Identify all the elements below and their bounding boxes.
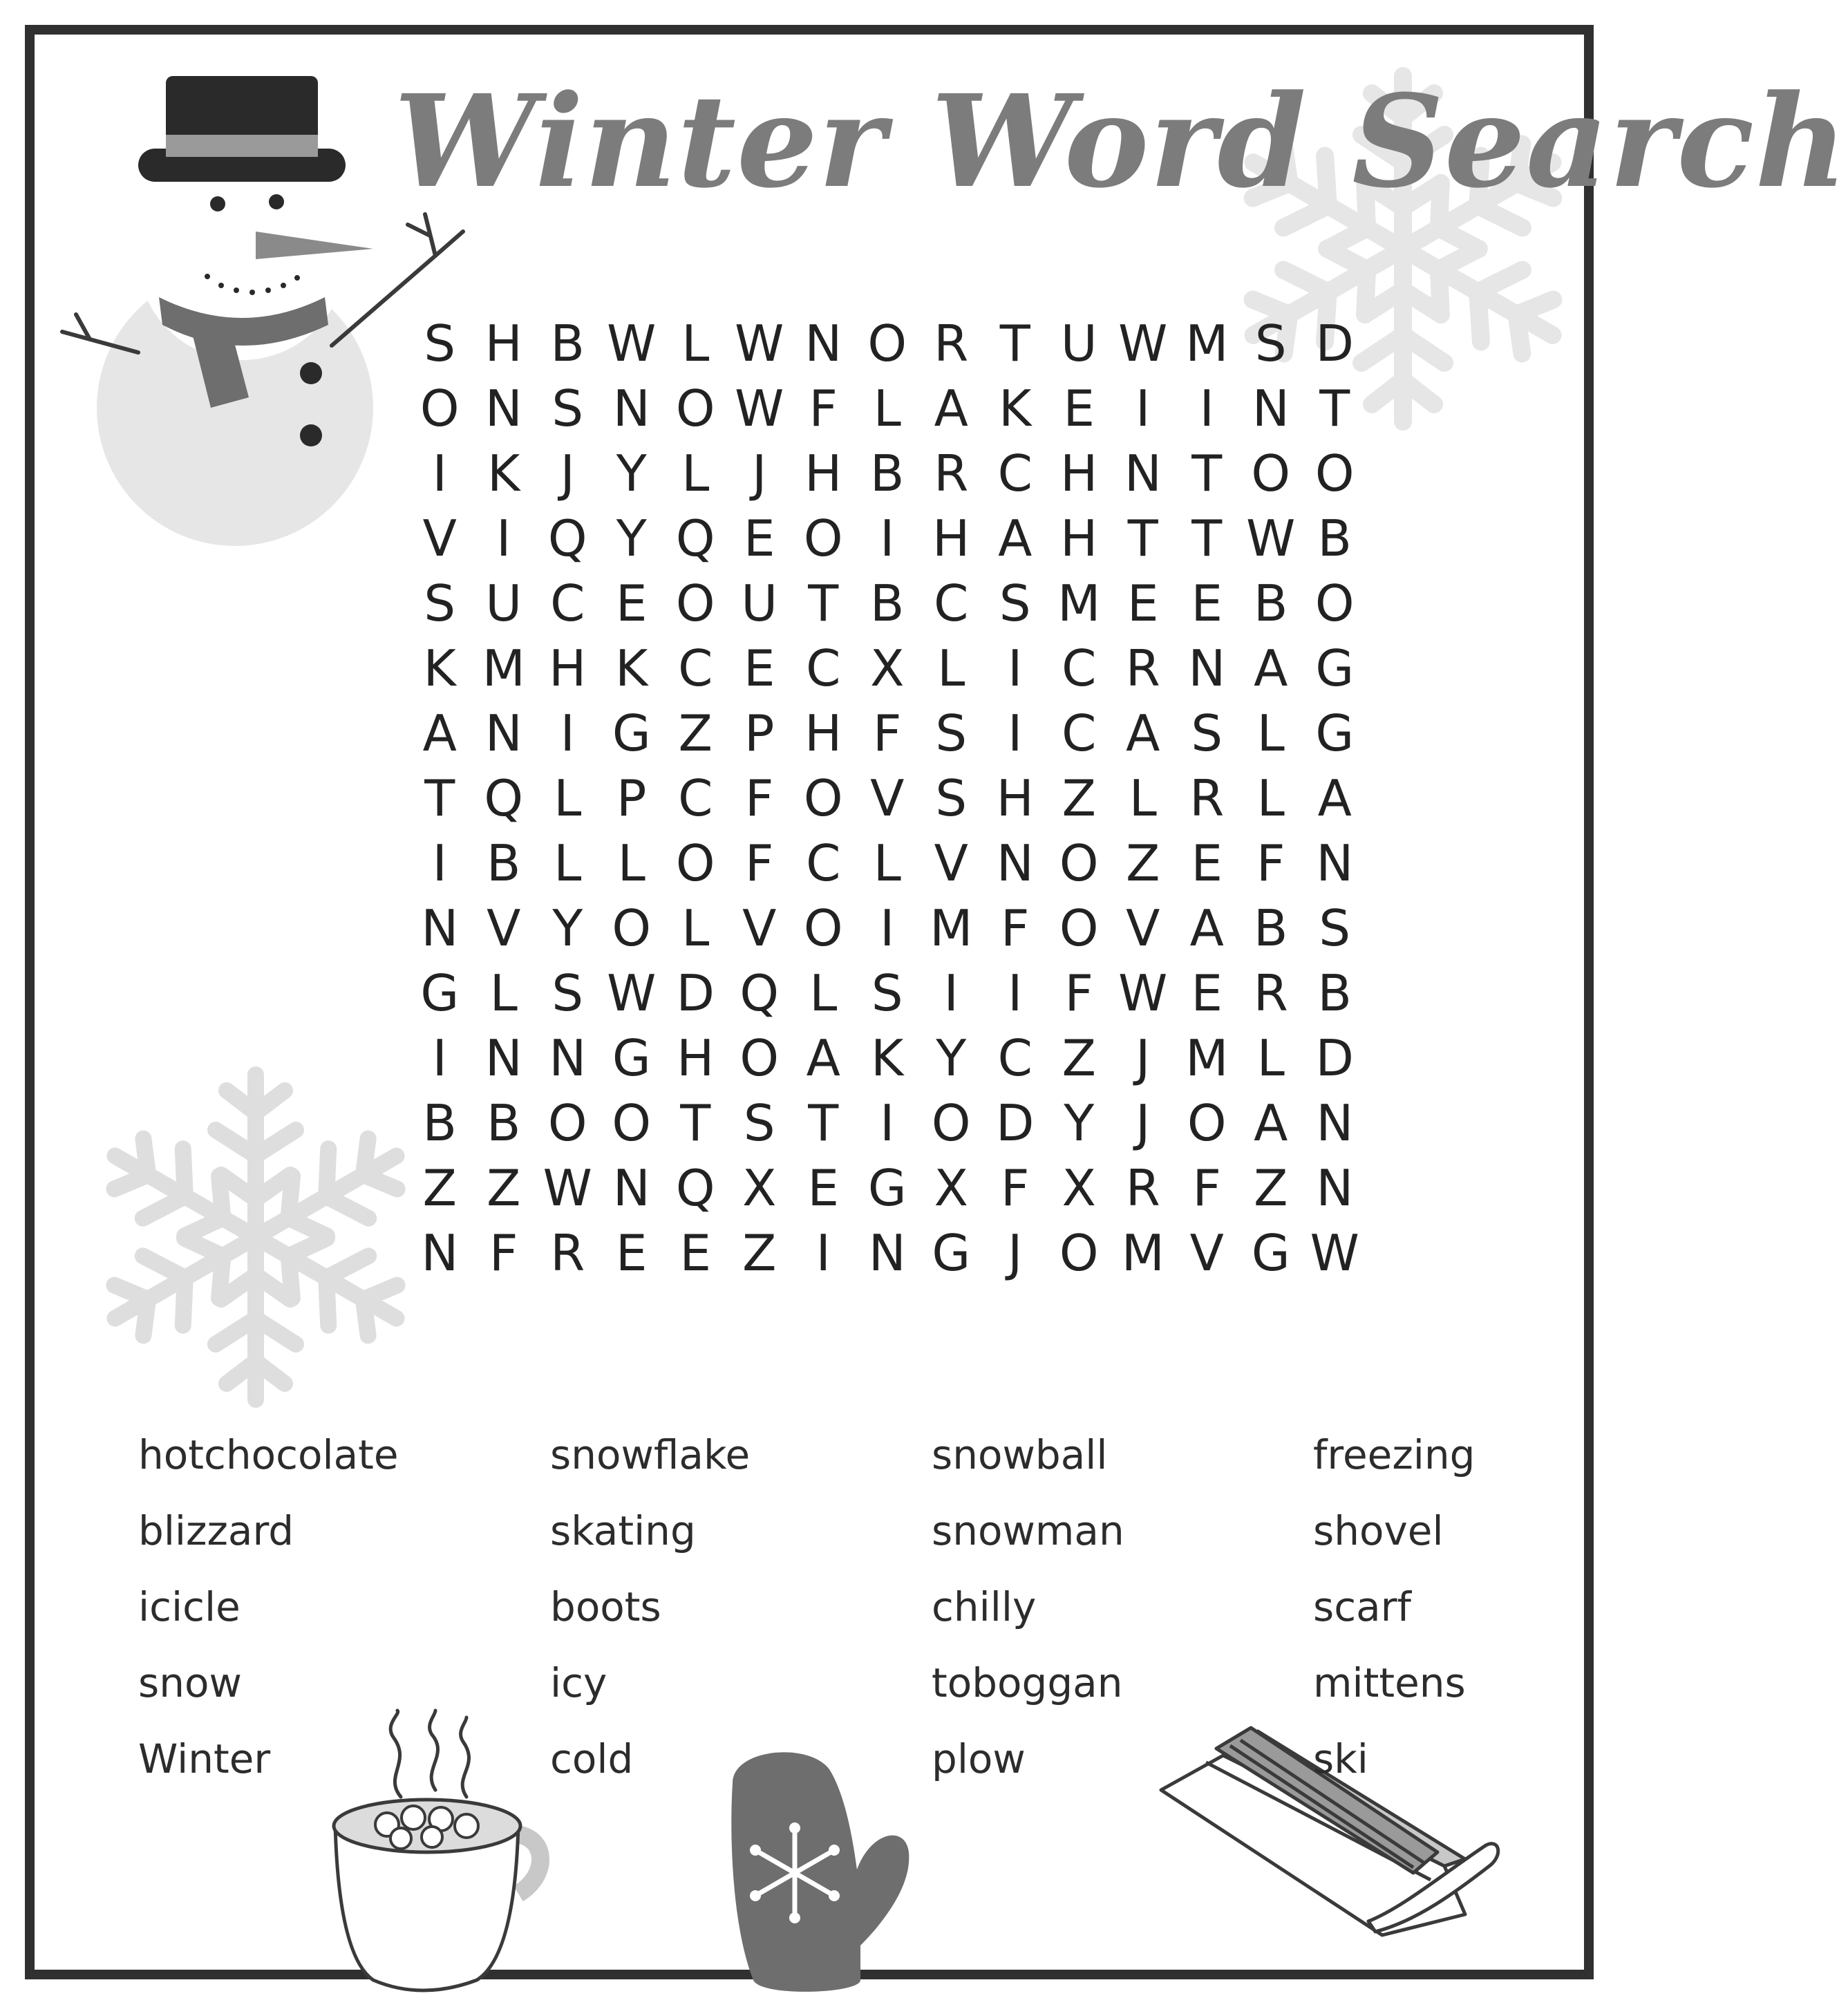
- grid-letter: A: [934, 379, 968, 437]
- grid-letter: N: [612, 379, 650, 437]
- word-list-item: boots: [550, 1583, 661, 1630]
- grid-letter: B: [1317, 964, 1352, 1022]
- grid-letter: N: [1124, 444, 1162, 502]
- grid-letter: B: [487, 834, 521, 892]
- grid-letter: T: [424, 769, 455, 827]
- grid-letter: Z: [678, 704, 713, 762]
- word-list-item: chilly: [932, 1583, 1037, 1630]
- grid-letter: M: [1185, 314, 1229, 373]
- grid-letter: S: [935, 704, 968, 762]
- grid-letter: B: [550, 314, 585, 373]
- grid-letter: G: [867, 1159, 907, 1217]
- grid-letter: Z: [1254, 1159, 1288, 1217]
- grid-letter: F: [873, 704, 902, 762]
- grid-letter: S: [1191, 704, 1223, 762]
- grid-letter: A: [1254, 1094, 1288, 1152]
- grid-letter: I: [1199, 379, 1214, 437]
- grid-letter: J: [1008, 1224, 1023, 1282]
- grid-letter: G: [932, 1224, 971, 1282]
- grid-letter: K: [423, 639, 456, 697]
- word-list-item: mittens: [1313, 1659, 1466, 1706]
- grid-letter: V: [870, 769, 905, 827]
- grid-letter: S: [871, 964, 903, 1022]
- grid-letter: F: [745, 834, 774, 892]
- grid-letter: V: [1126, 899, 1160, 957]
- grid-letter: W: [735, 379, 784, 437]
- grid-letter: C: [997, 1029, 1033, 1087]
- grid-letter: S: [424, 314, 456, 373]
- grid-letter: N: [421, 1224, 459, 1282]
- grid-letter: E: [1191, 834, 1223, 892]
- grid-letter: E: [616, 1224, 648, 1282]
- grid-letter: E: [1191, 964, 1223, 1022]
- grid-letter: F: [1001, 899, 1030, 957]
- grid-letter: Y: [616, 444, 647, 502]
- grid-letter: S: [1319, 899, 1351, 957]
- grid-letter: I: [1008, 639, 1023, 697]
- snowflake-icon: [76, 1057, 435, 1417]
- grid-letter: O: [803, 899, 843, 957]
- word-list-item: plow: [932, 1735, 1026, 1782]
- word-list-item: cold: [550, 1735, 634, 1782]
- grid-letter: L: [1256, 1029, 1285, 1087]
- word-list-item: freezing: [1313, 1431, 1475, 1478]
- grid-letter: O: [1314, 574, 1355, 632]
- grid-letter: L: [873, 379, 901, 437]
- grid-letter: O: [1251, 444, 1291, 502]
- grid-letter: S: [551, 379, 584, 437]
- grid-letter: T: [1191, 444, 1223, 502]
- grid-letter: N: [484, 379, 522, 437]
- grid-letter: J: [560, 444, 575, 502]
- grid-letter: H: [804, 444, 842, 502]
- grid-letter: C: [1062, 704, 1097, 762]
- grid-letter: L: [681, 899, 710, 957]
- grid-letter: O: [1059, 834, 1099, 892]
- grid-letter: M: [930, 899, 973, 957]
- grid-letter: Z: [487, 1159, 521, 1217]
- grid-letter: D: [996, 1094, 1035, 1152]
- grid-letter: O: [612, 899, 652, 957]
- grid-letter: V: [742, 899, 777, 957]
- word-column: [1313, 1417, 1475, 1797]
- grid-letter: L: [873, 834, 901, 892]
- grid-letter: A: [806, 1029, 840, 1087]
- grid-letter: Q: [675, 1159, 715, 1217]
- grid-letter: K: [999, 379, 1032, 437]
- grid-letter: S: [551, 964, 584, 1022]
- grid-letter: I: [1135, 379, 1151, 437]
- grid-letter: N: [484, 1029, 522, 1087]
- grid-letter: F: [1192, 1159, 1221, 1217]
- grid-letter: O: [1314, 444, 1355, 502]
- grid-letter: Z: [422, 1159, 457, 1217]
- grid-letter: C: [806, 639, 841, 697]
- grid-letter: N: [1316, 1094, 1354, 1152]
- grid-letter: Y: [936, 1029, 967, 1087]
- grid-letter: S: [999, 574, 1031, 632]
- grid-letter: Q: [675, 509, 715, 567]
- grid-letter: U: [1060, 314, 1097, 373]
- word-list-item: icy: [550, 1659, 607, 1706]
- grid-letter: S: [424, 574, 456, 632]
- grid-letter: I: [943, 964, 959, 1022]
- grid-letter: E: [744, 509, 775, 567]
- grid-letter: C: [997, 444, 1033, 502]
- grid-letter: E: [1127, 574, 1159, 632]
- grid-letter: W: [1310, 1224, 1359, 1282]
- grid-letter: A: [1189, 899, 1224, 957]
- grid-letter: Z: [1126, 834, 1160, 892]
- grid-letter: O: [803, 769, 843, 827]
- grid-letter: H: [549, 639, 587, 697]
- grid-letter: R: [934, 444, 969, 502]
- grid-letter: M: [1185, 1029, 1229, 1087]
- word-column: [138, 1417, 399, 1797]
- grid-letter: I: [496, 509, 511, 567]
- grid-letter: T: [680, 1094, 711, 1152]
- grid-letter: B: [870, 444, 905, 502]
- grid-letter: N: [484, 704, 522, 762]
- worksheet-frame: [25, 25, 1848, 1979]
- grid-letter: F: [489, 1224, 518, 1282]
- grid-letter: O: [675, 574, 715, 632]
- grid-letter: S: [935, 769, 968, 827]
- grid-letter: Z: [742, 1224, 777, 1282]
- grid-letter: N: [612, 1159, 650, 1217]
- grid-letter: O: [931, 1094, 971, 1152]
- grid-letter: L: [1256, 704, 1285, 762]
- grid-letter: D: [676, 964, 715, 1022]
- grid-letter: N: [421, 899, 459, 957]
- grid-letter: O: [612, 1094, 652, 1152]
- grid-letter: S: [743, 1094, 775, 1152]
- grid-letter: R: [1125, 1159, 1160, 1217]
- grid-letter: E: [1191, 574, 1223, 632]
- grid-letter: H: [996, 769, 1034, 827]
- word-column: [550, 1417, 750, 1797]
- grid-letter: L: [937, 639, 965, 697]
- grid-letter: H: [1060, 509, 1098, 567]
- grid-letter: C: [678, 639, 713, 697]
- grid-letter: R: [1253, 964, 1288, 1022]
- grid-letter: U: [741, 574, 778, 632]
- word-list-item: blizzard: [138, 1507, 294, 1554]
- grid-letter: K: [487, 444, 520, 502]
- grid-letter: I: [1008, 964, 1023, 1022]
- grid-letter: N: [1316, 1159, 1354, 1217]
- word-list-item: Winter: [138, 1735, 271, 1782]
- grid-letter: X: [870, 639, 905, 697]
- grid-letter: O: [867, 314, 907, 373]
- grid-letter: J: [1135, 1094, 1151, 1152]
- grid-letter: X: [934, 1159, 968, 1217]
- letter-grid: [408, 311, 1367, 1285]
- grid-letter: V: [1189, 1224, 1224, 1282]
- grid-letter: G: [1315, 704, 1355, 762]
- grid-letter: T: [1191, 509, 1223, 567]
- word-list-item: toboggan: [932, 1659, 1123, 1706]
- grid-letter: E: [807, 1159, 839, 1217]
- grid-letter: M: [482, 639, 525, 697]
- grid-letter: V: [934, 834, 968, 892]
- grid-letter: V: [422, 509, 457, 567]
- grid-letter: I: [560, 704, 575, 762]
- grid-letter: K: [615, 639, 648, 697]
- grid-letter: L: [809, 964, 838, 1022]
- grid-letter: O: [675, 834, 715, 892]
- grid-letter: T: [999, 314, 1030, 373]
- grid-letter: B: [422, 1094, 457, 1152]
- grid-letter: D: [1315, 314, 1354, 373]
- word-column: [932, 1417, 1124, 1797]
- grid-letter: F: [745, 769, 774, 827]
- word-list-item: snowball: [932, 1431, 1108, 1478]
- grid-letter: N: [868, 1224, 906, 1282]
- grid-letter: I: [880, 509, 895, 567]
- grid-letter: E: [679, 1224, 711, 1282]
- word-list-item: scarf: [1313, 1583, 1411, 1630]
- grid-letter: S: [1254, 314, 1287, 373]
- grid-letter: P: [744, 704, 775, 762]
- grid-letter: P: [616, 769, 647, 827]
- grid-letter: N: [1252, 379, 1290, 437]
- grid-letter: W: [1118, 314, 1168, 373]
- grid-letter: N: [804, 314, 842, 373]
- grid-letter: O: [1187, 1094, 1227, 1152]
- grid-letter: O: [675, 379, 715, 437]
- grid-letter: N: [996, 834, 1034, 892]
- grid-letter: N: [1188, 639, 1226, 697]
- grid-letter: L: [554, 769, 582, 827]
- grid-letter: Y: [552, 899, 583, 957]
- word-list-item: skating: [550, 1507, 696, 1554]
- grid-letter: U: [485, 574, 522, 632]
- grid-letter: C: [934, 574, 969, 632]
- grid-letter: W: [735, 314, 784, 373]
- grid-letter: O: [1059, 1224, 1099, 1282]
- grid-letter: W: [607, 964, 657, 1022]
- grid-letter: H: [932, 509, 970, 567]
- grid-letter: O: [739, 1029, 780, 1087]
- grid-letter: I: [432, 834, 447, 892]
- grid-letter: T: [1127, 509, 1158, 567]
- grid-letter: R: [934, 314, 969, 373]
- word-list: [138, 1417, 1520, 1804]
- grid-letter: O: [803, 509, 843, 567]
- grid-letter: H: [804, 704, 842, 762]
- grid-letter: I: [1008, 704, 1023, 762]
- grid-letter: B: [1317, 509, 1352, 567]
- grid-letter: G: [612, 1029, 651, 1087]
- grid-letter: L: [1129, 769, 1157, 827]
- grid-letter: A: [998, 509, 1033, 567]
- grid-letter: H: [484, 314, 522, 373]
- grid-letter: C: [806, 834, 841, 892]
- grid-letter: Y: [616, 509, 647, 567]
- grid-letter: O: [1059, 899, 1099, 957]
- grid-letter: Z: [1062, 769, 1096, 827]
- grid-letter: C: [678, 769, 713, 827]
- grid-letter: T: [1319, 379, 1350, 437]
- grid-letter: I: [815, 1224, 831, 1282]
- grid-letter: I: [880, 899, 895, 957]
- grid-letter: B: [1254, 899, 1288, 957]
- grid-letter: E: [744, 639, 775, 697]
- word-list-item: snowflake: [550, 1431, 751, 1478]
- grid-letter: H: [677, 1029, 715, 1087]
- grid-letter: F: [1001, 1159, 1030, 1217]
- grid-letter: A: [422, 704, 457, 762]
- word-list-item: shovel: [1313, 1507, 1444, 1554]
- grid-letter: A: [1126, 704, 1160, 762]
- grid-letter: J: [752, 444, 767, 502]
- grid-letter: J: [1135, 1029, 1151, 1087]
- grid-letter: K: [871, 1029, 904, 1087]
- grid-letter: G: [420, 964, 460, 1022]
- word-list-item: hotchocolate: [138, 1431, 399, 1478]
- grid-letter: H: [1060, 444, 1098, 502]
- grid-letter: G: [1315, 639, 1355, 697]
- grid-letter: I: [432, 444, 447, 502]
- page-title: Winter Word Search: [394, 67, 1848, 216]
- grid-letter: L: [1256, 769, 1285, 827]
- grid-letter: L: [681, 314, 710, 373]
- word-list-item: snow: [138, 1659, 242, 1706]
- grid-letter: M: [1121, 1224, 1165, 1282]
- grid-letter: L: [681, 444, 710, 502]
- grid-letter: X: [1062, 1159, 1096, 1217]
- grid-letter: I: [432, 1029, 447, 1087]
- grid-letter: B: [1254, 574, 1288, 632]
- grid-letter: G: [612, 704, 651, 762]
- grid-letter: E: [1063, 379, 1095, 437]
- grid-letter: R: [1125, 639, 1160, 697]
- grid-letter: Q: [739, 964, 780, 1022]
- grid-letter: N: [549, 1029, 587, 1087]
- grid-letter: M: [1057, 574, 1101, 632]
- grid-letter: B: [487, 1094, 521, 1152]
- word-list-item: icicle: [138, 1583, 241, 1630]
- word-list-item: ski: [1313, 1735, 1368, 1782]
- grid-letter: T: [808, 574, 839, 632]
- grid-letter: F: [1064, 964, 1093, 1022]
- grid-letter: W: [543, 1159, 592, 1217]
- grid-letter: L: [554, 834, 582, 892]
- grid-letter: Q: [484, 769, 524, 827]
- grid-letter: R: [550, 1224, 585, 1282]
- grid-letter: D: [1315, 1029, 1354, 1087]
- grid-letter: V: [487, 899, 521, 957]
- grid-letter: T: [808, 1094, 839, 1152]
- grid-letter: W: [1118, 964, 1168, 1022]
- grid-letter: L: [617, 834, 645, 892]
- grid-letter: F: [1256, 834, 1285, 892]
- grid-letter: Z: [1062, 1029, 1096, 1087]
- grid-letter: C: [1062, 639, 1097, 697]
- grid-letter: W: [1246, 509, 1296, 567]
- grid-letter: N: [1316, 834, 1354, 892]
- grid-letter: Y: [1064, 1094, 1095, 1152]
- grid-letter: G: [1251, 1224, 1290, 1282]
- word-list-item: snowman: [932, 1507, 1124, 1554]
- grid-letter: R: [1189, 769, 1225, 827]
- grid-letter: A: [1254, 639, 1288, 697]
- grid-letter: O: [419, 379, 460, 437]
- grid-letter: I: [880, 1094, 895, 1152]
- grid-letter: Q: [547, 509, 587, 567]
- grid-letter: O: [547, 1094, 587, 1152]
- grid-letter: A: [1317, 769, 1352, 827]
- grid-letter: B: [870, 574, 905, 632]
- grid-letter: X: [742, 1159, 777, 1217]
- grid-letter: W: [607, 314, 657, 373]
- grid-letter: L: [489, 964, 518, 1022]
- grid-letter: C: [550, 574, 585, 632]
- grid-letter: E: [616, 574, 648, 632]
- grid-letter: F: [809, 379, 838, 437]
